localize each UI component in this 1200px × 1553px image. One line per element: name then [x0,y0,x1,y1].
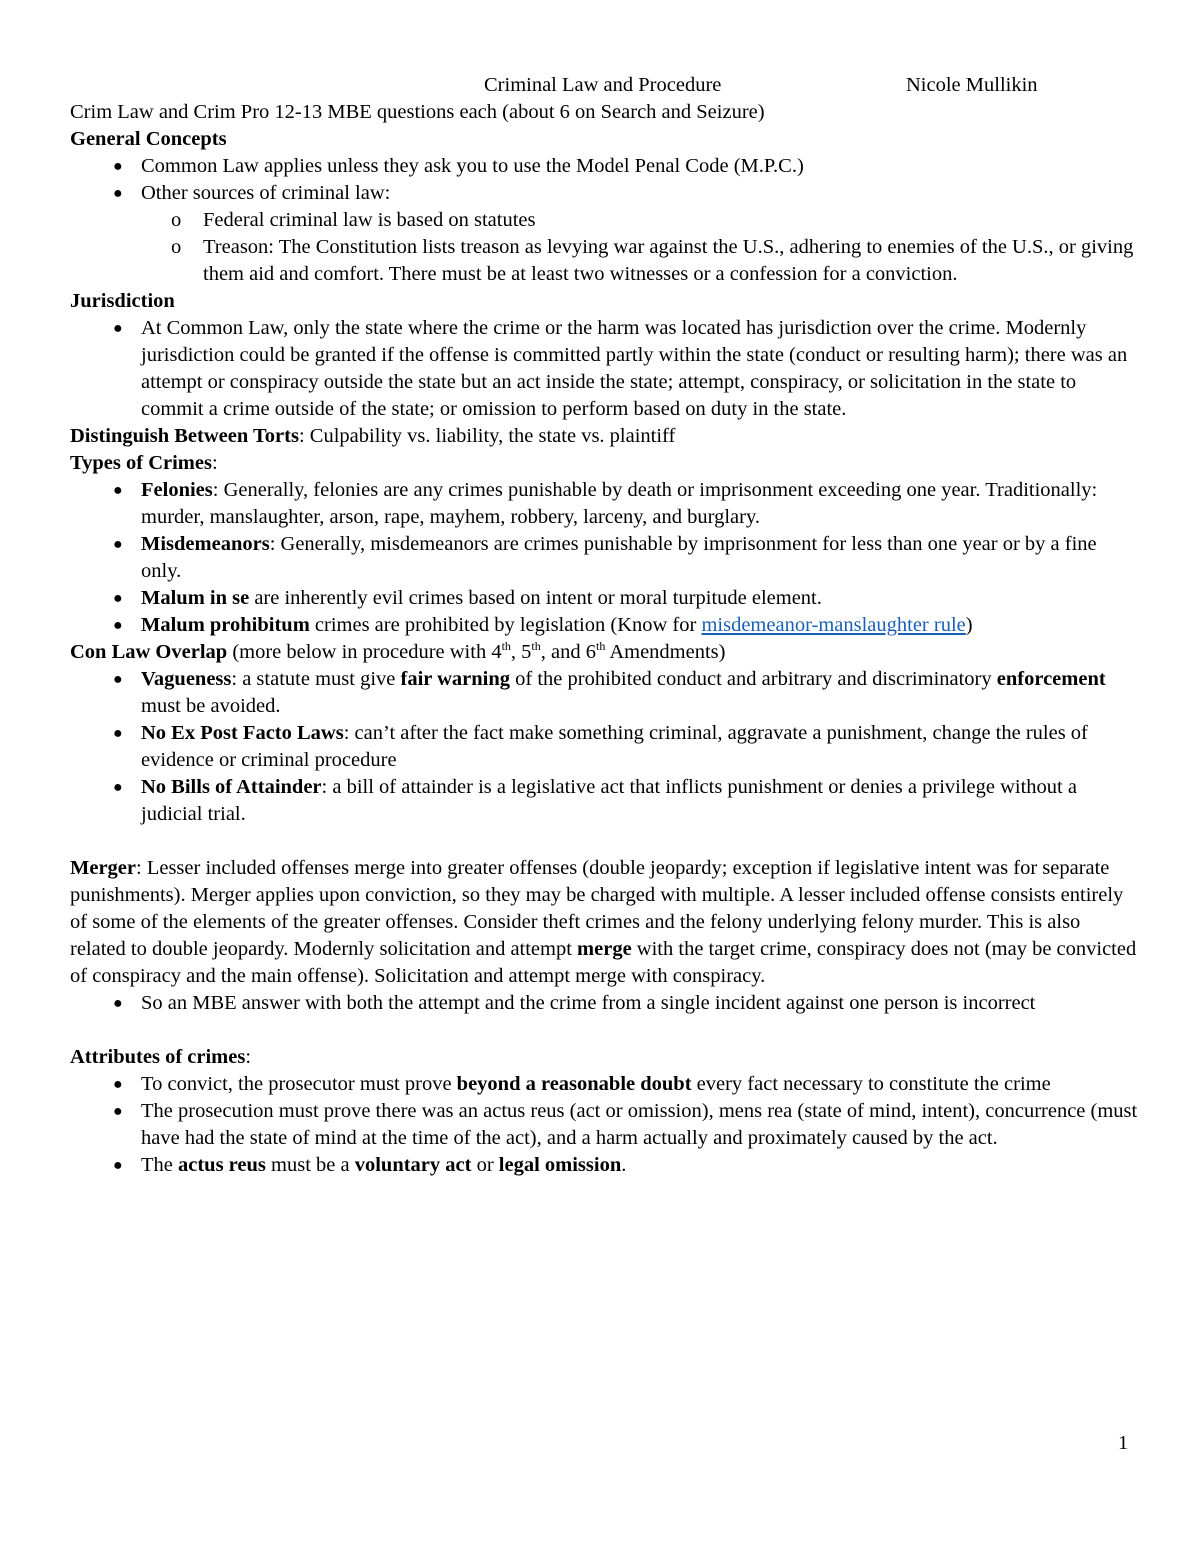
bullet-dot-icon: ● [113,482,123,499]
bullet-dot-icon: ● [113,158,123,175]
list-item: ● No Ex Post Facto Laws: can’t after the fact make something criminal, aggravate a punishment, change the rules of evidence or criminal procedure [113,722,1088,771]
section-heading-attributes: Attributes of crimes [70,1046,246,1068]
document-title: Criminal Law and Procedure [484,74,722,96]
list-item: ● Malum prohibitum crimes are prohibited by legislation (Know for misdemeanor-manslaughter rule) [70,612,1140,639]
types-list [70,477,1140,639]
section-heading-torts: Distinguish Between Torts [70,425,299,447]
intro-line: Crim Law and Crim Pro 12-13 MBE questions each (about 6 on Search and Seizure) [70,101,765,123]
list-item: ● Common Law applies unless they ask you to use the Model Penal Code (M.P.C.) [70,153,1140,180]
circle-o-icon: o [171,209,182,231]
sub-list [141,207,1140,288]
bullet-dot-icon: ● [113,590,123,607]
list-item: ● No Bills of Attainder: a bill of attainder is a legislative act that inflicts punishment or denies a privilege without a judicial trial. [113,776,1077,825]
list-item: ● Other sources of criminal law: o Federal criminal law is based on statutes o Treason: The Constitution lists treason as levying war against the U.S., adhering to enemies of the U.S., or giving them aid and comfort. There must be at least two witnesses or a confession for a conviction. [70,180,1140,288]
bullet-dot-icon: ● [113,320,123,337]
list-item: ● The actus reus must be a voluntary act or legal omission. [70,1152,1140,1179]
attributes-list [70,1071,1140,1179]
circle-o-icon: o [171,236,182,258]
list-item: ● To convict, the prosecutor must prove beyond a reasonable doubt every fact necessary to constitute the crime [70,1071,1140,1098]
bullet-dot-icon: ● [113,617,123,634]
misdemeanor-manslaughter-link[interactable]: misdemeanor-manslaughter rule [701,614,966,636]
bullet-dot-icon: ● [113,779,123,796]
merger-paragraph: Merger: Lesser included offenses merge into greater offenses (double jeopardy; exception if legislative intent was for separate punishments). Merger applies upon conviction, so they may be charged with multiple. A lesser included offense consists entirely of some of the elements of the greater offenses. Consider theft crimes and the felony underlying felony murder. This is also related to double jeopardy. Modernly solicitation and attempt merge with the target crime, conspiracy does not (may be convicted of conspiracy and the main offense). Solicitation and attempt merge with conspiracy. [70,857,1137,987]
bullet-dot-icon: ● [113,1076,123,1093]
section-heading-conlaw: Con Law Overlap [70,641,228,663]
sub-list-item: o Treason: The Constitution lists treason as levying war against the U.S., adhering to enemies of the U.S., or giving them aid and comfort. There must be at least two witnesses or a confession for a conviction. [171,236,1134,285]
document-header [70,72,1140,99]
list-item: ● Felonies: Generally, felonies are any crimes punishable by death or imprisonment exceeding one year. Traditionally: murder, manslaughter, arson, rape, mayhem, robbery, larceny, and burglary. [113,479,1098,528]
bullet-dot-icon: ● [113,725,123,742]
sub-list-item: o Federal criminal law is based on statutes [70,207,1140,234]
bullet-dot-icon: ● [113,671,123,688]
conlaw-line: Con Law Overlap (more below in procedure with 4th, 5th, and 6th Amendments) [70,639,726,663]
document-body: Criminal Law and Procedure Nicole Mullikin Crim Law and Crim Pro 12-13 MBE questions each (about 6 on Search and Seizure) General Concepts ● Common Law applies unless they ask you to use the Model Penal Code (M.P.C.) ● Other sources of criminal law: o Federal criminal law is based on statutes o Treason: The Constitution lists treason as levying war against the U.S., adhering to enemies of the U.S., or giving them aid and comfort. There must be at least two witnesses or a confession for a conviction. Jurisdiction ● At Common Law, only the state where the crime or the harm was located has jurisdiction over the crime. Modernly jurisdiction could be granted if the offense is committed partly within the state (conduct or resulting harm); there was an attempt or conspiracy outside the state but an act inside the state; attempt, conspiracy, or solicitation in the state to commit a crime outside of the state; or omission to perform based on duty in the state. Distinguish Between Torts: Culpability vs. liability, the state vs. plaintiff Types of Crimes: ● Felonies: Generally, felonies are any crimes punishable by death or imprisonment exceeding one year. Traditionally: murder, manslaughter, arson, rape, mayhem, robbery, larceny, and burglary. ● Misdemeanors: Generally, misdemeanors are crimes punishable by imprisonment for less than one year or by a fine only. ● Malum in se are inherently evil crimes based on intent or moral turpitude element. ● Malum prohibitum crimes are prohibited by legislation (Know for misdemeanor-manslaughter rule) Con Law Overlap (more below in procedure with 4th, 5th, and 6th Amendments) ● Vagueness: a statute must give fair warning of the prohibited conduct and arbitrary and discriminatory enforcement must be avoided. ● No Ex Post Facto Laws: can’t after the fact make something criminal, aggravate a punishment, change the rules of evidence or criminal procedure ● No Bills of Attainder: a bill of attainder is a legislative act that inflicts punishment or denies a privilege without a judicial trial. Merger: Lesser included offenses merge into greater offenses (double jeopardy; exception if legislative intent was for separate punishments). Merger applies upon conviction, so they may be charged with multiple. A lesser included offense consists entirely of some of the elements of the greater offenses. Consider theft crimes and the felony underlying felony murder. This is also related to double jeopardy. Modernly solicitation and attempt merge with the target crime, conspiracy does not (may be convicted of conspiracy and the main offense). Solicitation and attempt merge with conspiracy. ● So an MBE answer with both the attempt and the crime from a single incident against one person is incorrect Attributes of crimes: ● To convict, the prosecutor must prove beyond a reasonable doubt every fact necessary to constitute the crime ● The prosecution must prove there was an actus reus (act or omission), mens rea (state of mind, intent), concurrence (must have had the state of mind at the time of the act), and a harm actually and proximately caused by the act. ● The actus reus must be a voluntary act or legal omission. [70,72,1140,1179]
bullet-dot-icon: ● [113,536,123,553]
section-heading-general: General Concepts [70,128,227,150]
spacer [70,828,1140,855]
general-list [70,153,1140,288]
list-item: ● So an MBE answer with both the attempt and the crime from a single incident against one person is incorrect [70,990,1140,1017]
jurisdiction-list [70,315,1140,423]
bullet-dot-icon: ● [113,995,123,1012]
merger-list [70,990,1140,1017]
list-item: ● Vagueness: a statute must give fair warning of the prohibited conduct and arbitrary and discriminatory enforcement must be avoided. [113,668,1106,717]
list-item: ● Malum in se are inherently evil crimes based on intent or moral turpitude element. [70,585,1140,612]
bullet-dot-icon: ● [113,1157,123,1174]
torts-line: Distinguish Between Torts: Culpability vs. liability, the state vs. plaintiff [70,425,676,447]
spacer [70,1017,1140,1044]
section-heading-types: Types of Crimes [70,452,212,474]
list-item: ● The prosecution must prove there was an actus reus (act or omission), mens rea (state of mind, intent), concurrence (must have had the state of mind at the time of the act), and a harm actually and proximately caused by the act. [113,1100,1138,1149]
list-item: ● At Common Law, only the state where the crime or the harm was located has jurisdiction over the crime. Modernly jurisdiction could be granted if the offense is committed partly within the state (conduct or resulting harm); there was an attempt or conspiracy outside the state but an act inside the state; attempt, conspiracy, or solicitation in the state to commit a crime outside of the state; or omission to perform based on duty in the state. [113,317,1128,420]
page-number: 1 [1118,1432,1129,1454]
bullet-dot-icon: ● [113,185,123,202]
section-heading-jurisdiction: Jurisdiction [70,290,175,312]
section-heading-merger: Merger [70,857,136,879]
conlaw-list [70,666,1140,828]
list-item: ● Misdemeanors: Generally, misdemeanors are crimes punishable by imprisonment for less than one year or by a fine only. [113,533,1097,582]
bullet-dot-icon: ● [113,1103,123,1120]
document-author: Nicole Mullikin [906,74,1038,96]
